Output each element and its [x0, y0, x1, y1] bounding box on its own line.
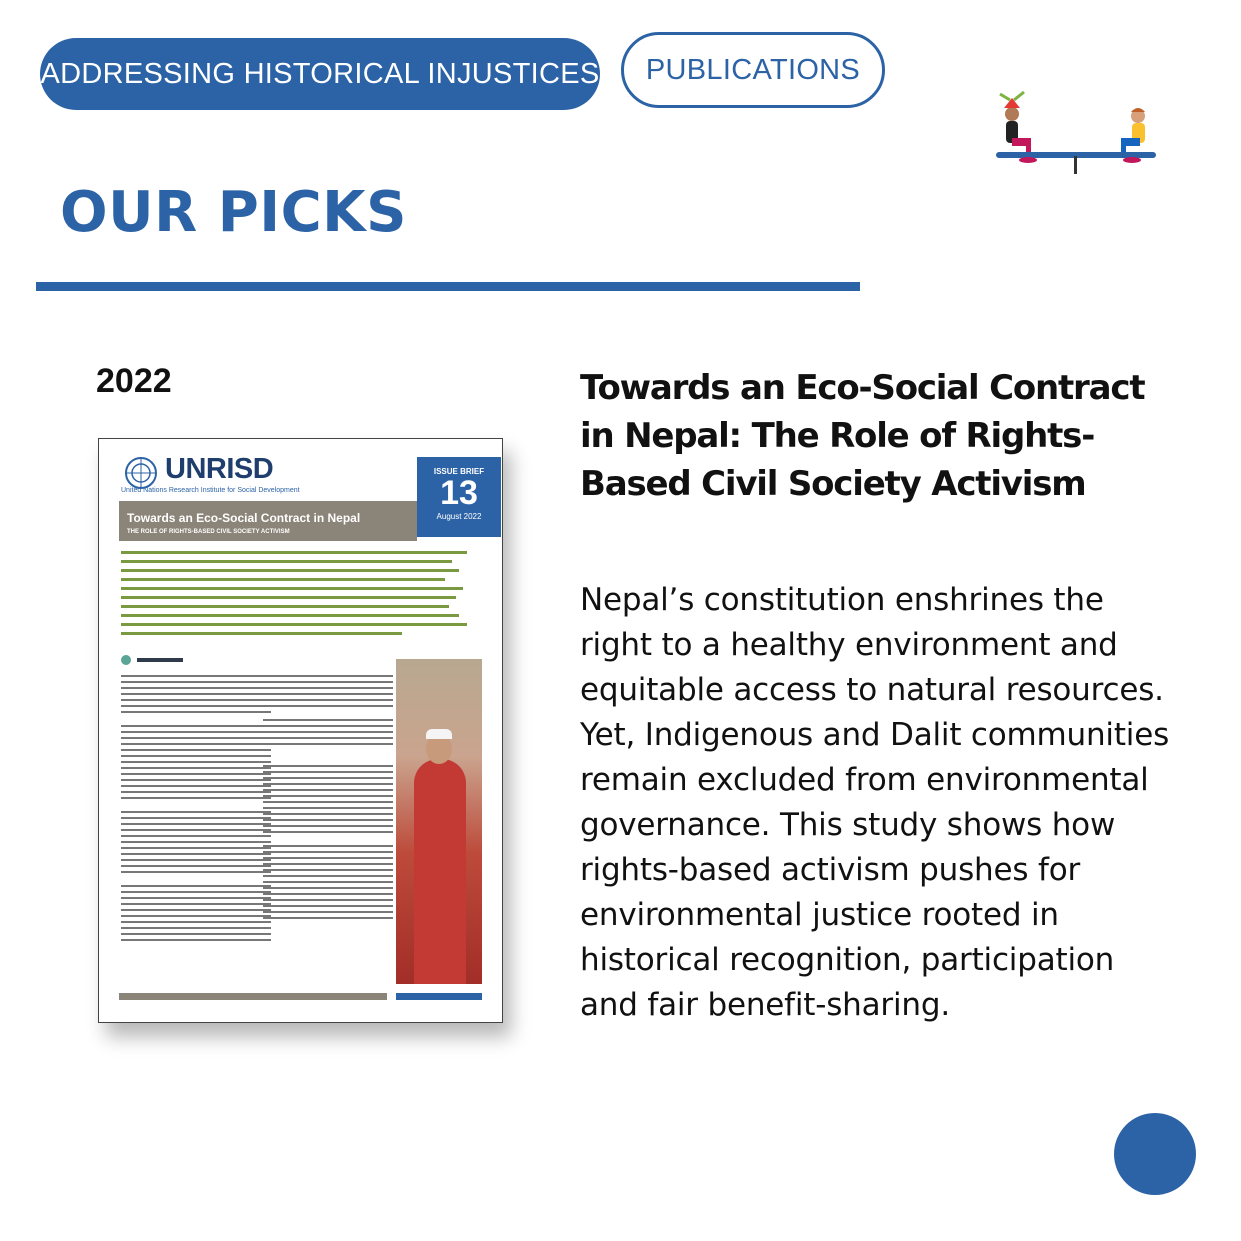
- publication-cover-image[interactable]: [98, 438, 503, 1023]
- section-heading: OUR PICKS: [60, 180, 407, 245]
- cover-organization: UNRISD: [165, 453, 274, 485]
- un-emblem-icon: [123, 455, 159, 491]
- cover-organization-full: United Nations Research Institute for Social Development: [121, 487, 300, 494]
- cover-body-column: [121, 675, 271, 945]
- cover-subtitle: THE ROLE OF RIGHTS-BASED CIVIL SOCIETY ACTIVISM: [127, 529, 290, 535]
- cover-title: Towards an Eco-Social Contract in Nepal: [127, 511, 361, 525]
- section-bullet-icon: [121, 655, 131, 665]
- cover-footer-accent: [396, 993, 482, 1000]
- cover-body-column: [263, 675, 393, 923]
- cover-subheading: [137, 658, 183, 662]
- cover-title-band: [119, 501, 417, 541]
- issue-badge: [417, 457, 501, 537]
- photo-figure: [414, 759, 466, 984]
- cover-summary-text: [121, 551, 481, 641]
- issue-number: 13: [440, 474, 478, 512]
- publication-year: 2022: [96, 362, 172, 400]
- tag-publications[interactable]: PUBLICATIONS: [621, 32, 885, 108]
- issue-date: August 2022: [436, 512, 482, 521]
- next-circle-button[interactable]: [1114, 1113, 1196, 1195]
- seesaw-children-illustration: [990, 86, 1160, 178]
- tag-addressing-historical-injustices[interactable]: ADDRESSING HISTORICAL INJUSTICES: [40, 38, 600, 110]
- publication-description: Nepal’s constitution enshrines the right to a healthy environment and equitable access to natural resources. Yet, Indigenous and Dalit communities remain excluded from environmental governance. This study shows how rights-based activism pushes for environmental justice rooted in historical recognition, participation and fair benefit-sharing.: [580, 582, 1170, 1023]
- publication-title[interactable]: Towards an Eco-Social Contract in Nepal: The Role of Rights-Based Civil Society Activism: [580, 368, 1145, 504]
- divider: [36, 282, 860, 291]
- photo-cap: [426, 729, 452, 739]
- cover-photo: [396, 659, 482, 984]
- issue-label: ISSUE BRIEF: [433, 467, 485, 476]
- cover-footer: [119, 993, 387, 1000]
